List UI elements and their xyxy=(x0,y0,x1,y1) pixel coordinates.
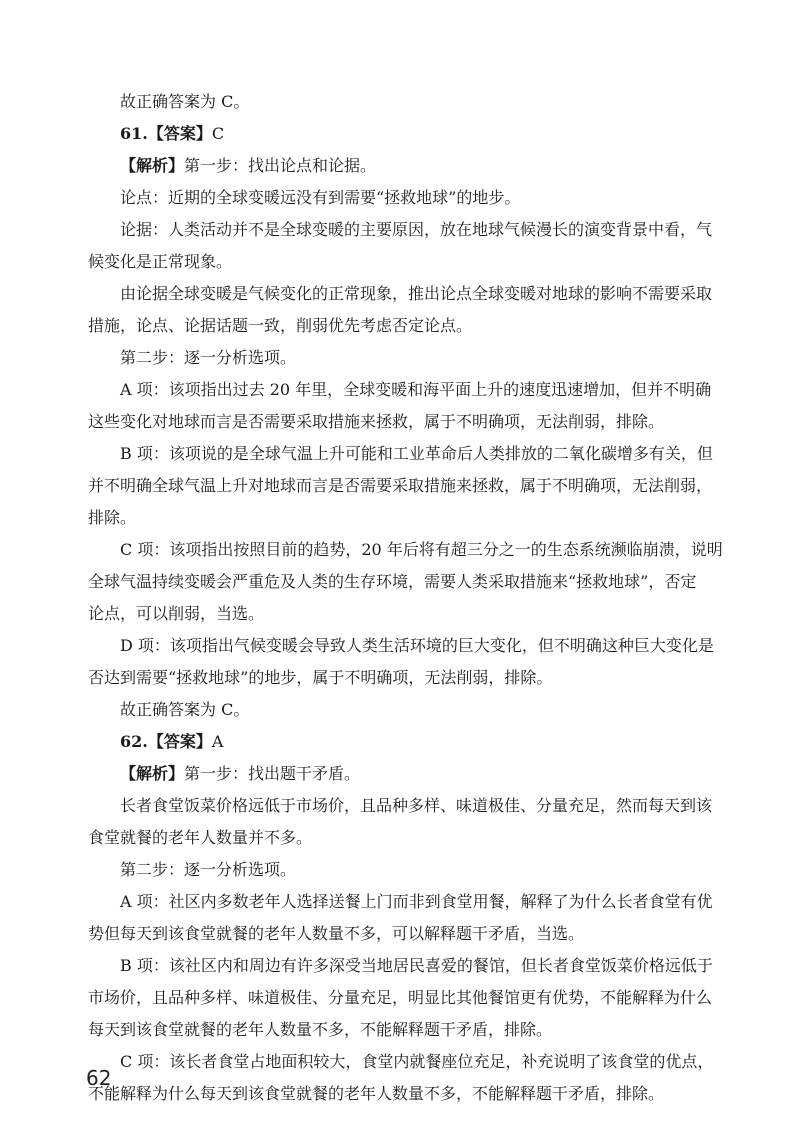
text-line xyxy=(88,694,720,726)
text-line xyxy=(88,1078,720,1110)
text-line xyxy=(88,886,720,918)
text-content: 每天到该食堂就餐的老年人数量不多，不能解释题干矛盾，排除。 xyxy=(88,1020,553,1039)
section-label: 【解析】 xyxy=(120,156,185,175)
text-line xyxy=(88,470,720,502)
text-line xyxy=(88,438,720,470)
text-content: D 项：该项指出气候变暖会导致人类生活环境的巨大变化，但不明确这种巨大变化是 xyxy=(120,636,714,655)
text-line xyxy=(88,758,720,790)
text-content: 这些变化对地球而言是否需要采取措施来拯救，属于不明确项，无法削弱，排除。 xyxy=(88,412,665,431)
page-number: 62 xyxy=(86,1066,112,1090)
text-line xyxy=(88,726,720,758)
text-content: 长者食堂饭菜价格远低于市场价，且品种多样、味道极佳、分量充足，然而每天到该 xyxy=(120,796,713,815)
text-line xyxy=(88,150,720,182)
text-line xyxy=(88,502,720,534)
text-content: 第二步：逐一分析选项。 xyxy=(120,348,297,367)
text-line xyxy=(88,86,720,118)
text-line xyxy=(88,1014,720,1046)
text-line xyxy=(88,982,720,1014)
text-content: 论点，可以削弱，当选。 xyxy=(88,604,265,623)
text-line xyxy=(88,278,720,310)
text-line xyxy=(88,662,720,694)
text-content: 第一步：找出题干矛盾。 xyxy=(184,764,361,783)
text-content: 不能解释为什么每天到该食堂就餐的老年人数量不多，不能解释题干矛盾，排除。 xyxy=(88,1084,665,1103)
text-line xyxy=(88,246,720,278)
text-line xyxy=(88,822,720,854)
document-body xyxy=(88,86,723,1110)
text-content: 排除。 xyxy=(88,508,137,527)
text-line xyxy=(88,630,720,662)
text-line xyxy=(88,566,720,598)
text-content: 第二步：逐一分析选项。 xyxy=(120,860,297,879)
text-content: 并不明确全球气温上升对地球而言是否需要采取措施来拯救，属于不明确项，无法削弱， xyxy=(88,476,713,495)
text-line xyxy=(88,310,720,342)
text-content: 论点：近期的全球变暖远没有到需要“拯救地球”的地步。 xyxy=(120,188,521,207)
text-line xyxy=(88,918,720,950)
text-content: 第一步：找出论点和论据。 xyxy=(184,156,377,175)
text-line xyxy=(88,854,720,886)
text-line xyxy=(88,790,720,822)
text-content: 故正确答案为 C。 xyxy=(120,92,250,111)
text-content: A 项：该项指出过去 20 年里，全球变暖和海平面上升的速度迅速增加，但并不明确 xyxy=(120,380,712,399)
text-line xyxy=(88,534,723,566)
text-line xyxy=(88,342,720,374)
text-content: 候变化是正常现象。 xyxy=(88,252,233,271)
section-label: 62.【答案】 xyxy=(120,732,212,751)
section-label: 【解析】 xyxy=(120,764,185,783)
text-content: 食堂就餐的老年人数量并不多。 xyxy=(88,828,313,847)
text-content: C 项：该长者食堂占地面积较大，食堂内就餐座位充足，补充说明了该食堂的优点， xyxy=(120,1052,714,1071)
text-content: 措施，论点、论据话题一致，削弱优先考虑否定论点。 xyxy=(88,316,473,335)
text-line xyxy=(88,374,720,406)
text-content: B 项：该项说的是全球气温上升可能和工业革命后人类排放的二氧化碳增多有关，但 xyxy=(120,444,713,463)
text-content: C 项：该项指出按照目前的趋势，20 年后将有超三分之一的生态系统濒临崩溃，说明 xyxy=(120,540,723,559)
text-line xyxy=(88,406,720,438)
section-label: 61.【答案】 xyxy=(120,124,212,143)
text-content: A 项：社区内多数老年人选择送餐上门而非到食堂用餐，解释了为什么长者食堂有优 xyxy=(120,892,713,911)
text-content: 由论据全球变暖是气候变化的正常现象，推出论点全球变暖对地球的影响不需要采取 xyxy=(120,284,713,303)
text-content: 论据：人类活动并不是全球变暖的主要原因，放在地球气候漫长的演变背景中看，气 xyxy=(120,220,713,239)
text-content: 市场价，且品种多样、味道极佳、分量充足，明显比其他餐馆更有优势，不能解释为什么 xyxy=(88,988,713,1007)
text-line xyxy=(88,182,720,214)
text-content: B 项：该社区内和周边有许多深受当地居民喜爱的餐馆，但长者食堂饭菜价格远低于 xyxy=(120,956,713,975)
text-line xyxy=(88,214,720,246)
text-line xyxy=(88,598,720,630)
text-content: 全球气温持续变暖会严重危及人类的生存环境，需要人类采取措施来“拯救地球”，否定 xyxy=(88,572,697,591)
text-content: 势但每天到该食堂就餐的老年人数量不多，可以解释题干矛盾，当选。 xyxy=(88,924,585,943)
text-content: 否达到需要“拯救地球”的地步，属于不明确项，无法削弱，排除。 xyxy=(88,668,553,687)
text-content: 故正确答案为 C。 xyxy=(120,700,250,719)
text-line xyxy=(88,118,720,150)
text-line xyxy=(88,950,720,982)
text-line xyxy=(88,1046,720,1078)
text-content: C xyxy=(211,124,225,143)
text-content: A xyxy=(211,732,224,751)
